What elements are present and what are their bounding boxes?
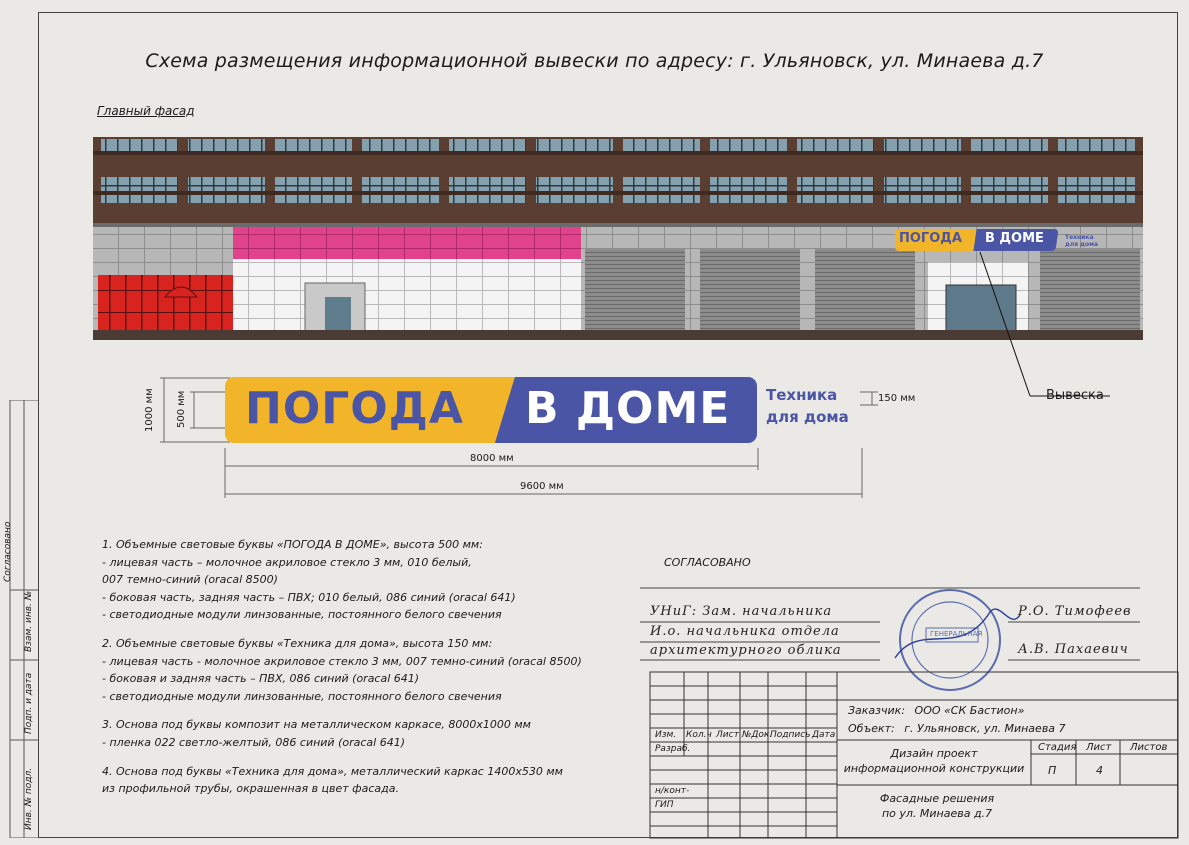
side-label-approved: Согласовано	[3, 521, 13, 582]
dim-width-sign: 8000 мм	[470, 453, 514, 464]
note-line: - лицевая часть - молочное акриловое стекло 3 мм, 007 темно-синий (oracal 8500)	[102, 654, 582, 668]
page-title: Схема размещения информационной вывески по адресу: г. Ульяновск, ул. Минаева д.7	[145, 50, 1044, 72]
tb-sheets-label: Листов	[1130, 742, 1168, 753]
facade-sign-small-text: Техника для дома	[1065, 234, 1099, 248]
sign-right-text: В ДОМЕ	[525, 383, 731, 434]
tb-object	[848, 722, 1066, 735]
tb-role-dev: Разраб.	[655, 744, 691, 754]
dim-height-letters: 500 мм	[176, 390, 187, 428]
tb-role-gip: ГИП	[655, 800, 674, 810]
side-label-replace-inv: Взам. инв. №	[24, 590, 34, 652]
tb-col-ndok: №Док.	[742, 730, 773, 740]
note-line: - пленка 022 светло-желтый, 086 синий (oracal 641)	[102, 735, 405, 749]
side-label-inv-original: Инв. № подл.	[24, 767, 34, 830]
note-line: - светодиодные модули линзованные, постоянного белого свечения	[102, 689, 502, 703]
facade-label: Главный фасад	[97, 104, 195, 118]
tb-stage-label: Стадия	[1038, 742, 1077, 753]
tb-col-podpis: Подпись	[770, 730, 811, 740]
tb-col-data: Дата	[812, 730, 836, 740]
sign-left-text: ПОГОДА	[245, 383, 464, 434]
tb-col-izm: Изм.	[655, 730, 677, 740]
tb-customer-value: ООО «СК Бастион»	[914, 704, 1025, 717]
approval-sign2: А.В. Пахаевич	[1018, 642, 1129, 657]
facade-sign-left-text: ПОГОДА	[899, 231, 962, 246]
tb-sheet-value: 4	[1096, 764, 1103, 777]
tb-project-title: Дизайн проект информационной конструкции	[843, 747, 1025, 775]
side-label-sign-date: Подп. и дата	[24, 672, 34, 734]
tb-stage-value: П	[1048, 764, 1057, 777]
note-line: 3. Основа под буквы композит на металлическом каркасе, 8000х1000 мм	[102, 718, 531, 732]
approval-line2: И.о. начальника отдела	[650, 624, 840, 639]
note-line: из профильной трубы, окрашенная в цвет фасада.	[102, 782, 399, 796]
sign-small-line1: Техника	[766, 386, 838, 404]
dim-width-total: 9600 мм	[520, 481, 564, 492]
note-line: 1. Объемные световые буквы «ПОГОДА В ДОМЕ», высота 500 мм:	[102, 538, 483, 551]
tb-customer	[848, 704, 1024, 717]
tb-sheet-label: Лист	[1086, 742, 1112, 753]
sign-small-line2: для дома	[766, 408, 849, 426]
facade-sign-right-text: В ДОМЕ	[985, 231, 1044, 246]
approval-line1: УНиГ: Зам. начальника	[650, 604, 833, 619]
tb-role-nk: н/конт-	[655, 786, 690, 796]
tb-object-value: г. Ульяновск, ул. Минаева 7	[904, 722, 1066, 735]
note-line: 4. Основа под буквы «Техника для дома», металлический каркас 1400х530 мм	[102, 764, 563, 778]
tb-col-kolch: Кол.ч	[686, 730, 712, 740]
approval-stamp-text: ГЕНЕРАЛЬНАЯ	[930, 630, 983, 638]
dim-height-small: 150 мм	[878, 393, 916, 404]
tb-customer-label: Заказчик:	[848, 704, 906, 717]
note-line: 007 темно-синий (oracal 8500)	[102, 573, 278, 587]
note-line: 2. Объемные световые буквы «Техника для дома», высота 150 мм:	[102, 636, 493, 650]
dim-height-total: 1000 мм	[144, 388, 155, 432]
tb-col-list: Лист	[716, 730, 739, 740]
tb-object-label: Объект:	[848, 722, 895, 735]
note-line: - лицевая часть – молочное акриловое стекло 3 мм, 010 белый,	[102, 555, 472, 569]
note-line: - светодиодные модули линзованные, постоянного белого свечения	[102, 608, 502, 622]
approval-sign1: Р.О. Тимофеев	[1018, 604, 1132, 619]
approval-header: СОГЛАСОВАНО	[664, 556, 751, 569]
note-line: - боковая и задняя часть – ПВХ, 086 синий (oracal 641)	[102, 672, 420, 686]
note-line: - боковая часть, задняя часть – ПВХ; 010 белый, 086 синий (oracal 641)	[102, 590, 516, 604]
callout-label: Вывеска	[1046, 388, 1104, 403]
approval-line3: архитектурного облика	[650, 643, 842, 658]
tb-section-title: Фасадные решения по ул. Минаева д.7	[879, 792, 995, 820]
